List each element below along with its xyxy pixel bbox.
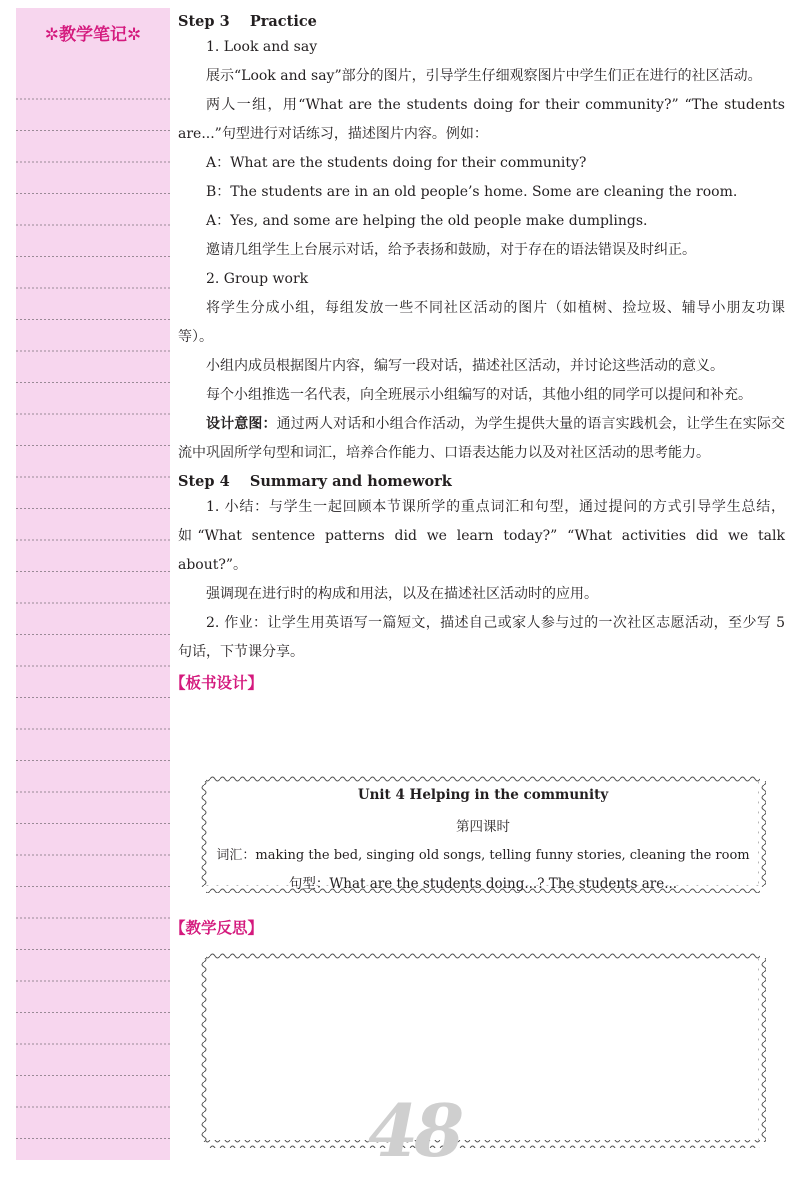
step3-sub-group-work: 2. Group work [206, 271, 309, 287]
board-design-title: 【板书设计】 [170, 674, 264, 692]
step4-heading: Step 4 Summary and homework [178, 473, 452, 490]
step3-paragraph-3: 邀请几组学生上台展示对话，给予表扬和鼓励，对于存在的语法错误及时纠正。 [206, 242, 696, 258]
board-sentence-pattern: 句型：What are the students doing...? The students are... [288, 876, 678, 892]
lesson-content [170, 11, 785, 695]
step3-paragraph-4: 将学生分成小组，每组发放一些不同社区活动的图片（如植树、捡垃圾、辅导小朋友功课等）。 [178, 300, 785, 345]
step3-heading: Step 3 Practice [178, 13, 317, 30]
step4-paragraph-1: 1. 小结：与学生一起回顾本节课所学的重点词汇和句型，通过提问的方式引导学生总结，如“What sentence patterns did we learn today?” “What activities did we talk about?”。 [178, 499, 785, 573]
step3-paragraph-1: 展示“Look and say”部分的图片，引导学生仔细观察图片中学生们正在进行的社区活动。 [206, 68, 762, 84]
design-intent-text: 通过两人对话和小组合作活动，为学生提供大量的语言实践机会，让学生在实际交流中巩固所学句型和词汇，培养合作能力、口语表达能力以及对社区活动的思考能力。 [178, 416, 785, 461]
step3-paragraph-2: 两人一组，用“What are the students doing for their community?” “The students are...”句型进行对话练习，描述图片内容。例如： [178, 97, 785, 142]
board-vocabulary: 词汇：making the bed, singing old songs, telling funny stories, cleaning the room [216, 848, 750, 863]
board-lesson: 第四课时 [456, 819, 510, 835]
step3-sub-look-and-say: 1. Look and say [206, 39, 318, 55]
step3-paragraph-5: 小组内成员根据图片内容，编写一段对话，描述社区活动，并讨论这些活动的意义。 [206, 358, 724, 374]
step4-paragraph-2: 强调现在进行时的构成和用法，以及在描述社区活动时的应用。 [206, 586, 598, 602]
step4-paragraph-3: 2. 作业：让学生用英语写一篇短文，描述自己或家人参与过的一次社区志愿活动，至少写 5 句话，下节课分享。 [178, 615, 785, 660]
reflection-ornate-border [200, 952, 766, 1148]
notes-ruled-lines [16, 68, 170, 1158]
step3-paragraph-6: 每个小组推选一名代表，向全班展示小组编写的对话，其他小组的同学可以提问和补充。 [206, 387, 752, 403]
dialogue-line-b1: B：The students are in an old people’s home. Some are cleaning the room. [206, 184, 738, 200]
board-unit-title: Unit 4 Helping in the community [357, 787, 609, 803]
dialogue-line-a1: A：What are the students doing for their community? [206, 155, 587, 171]
notes-sidebar [16, 8, 170, 1160]
reflection-box [200, 952, 766, 1148]
reflection-title: 【教学反思】 [170, 919, 264, 937]
board-design-box [200, 775, 766, 893]
design-intent-label: 设计意图： [206, 416, 277, 432]
notes-sidebar-title: ✲教学笔记✲ [44, 25, 142, 45]
page-number: 48 [368, 1088, 461, 1173]
design-intent [178, 410, 785, 468]
dialogue-line-a2: A：Yes, and some are helping the old people make dumplings. [206, 213, 648, 229]
